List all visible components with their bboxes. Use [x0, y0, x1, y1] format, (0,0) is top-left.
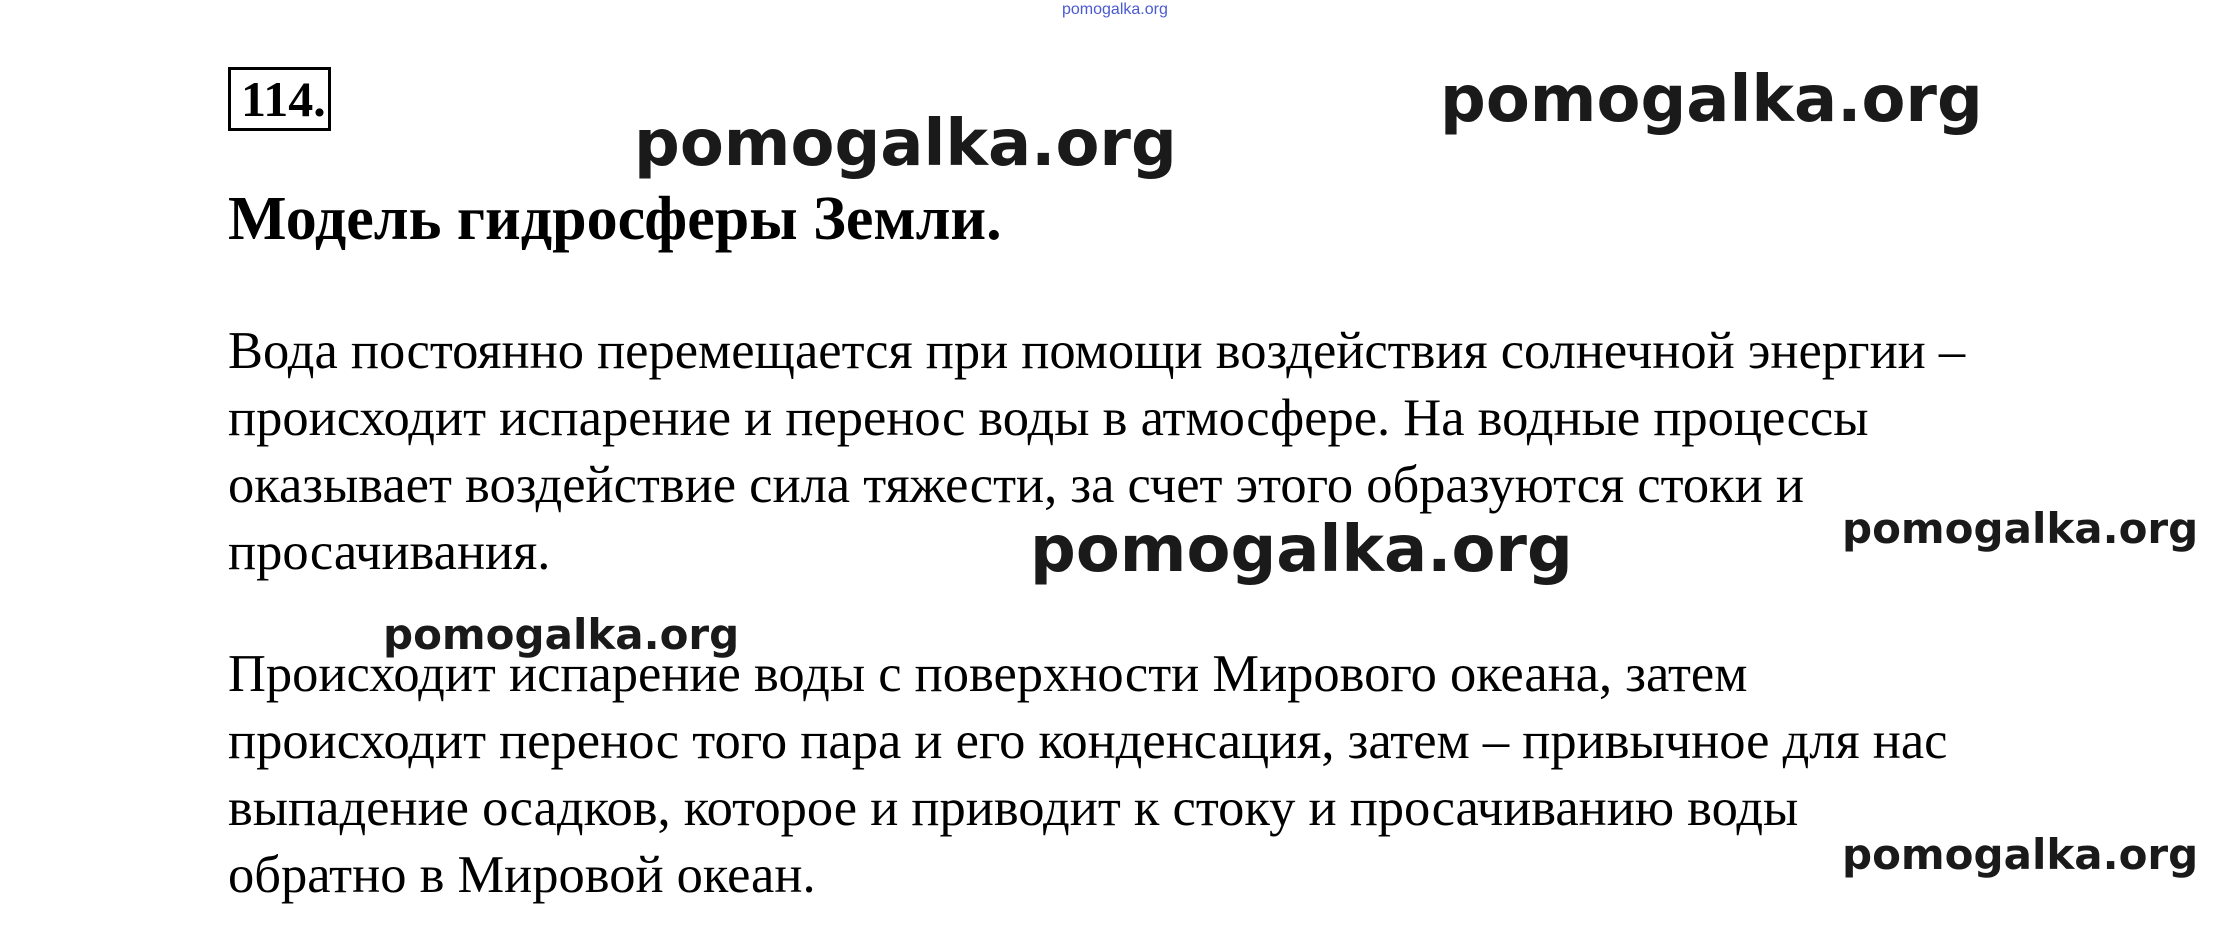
paragraph-1-line: просачивания.	[228, 523, 551, 581]
task-number-value: 114	[241, 71, 314, 127]
paragraph-1-line: Вода постоянно перемещается при помощи воздействия солнечной энергии –	[228, 322, 1966, 380]
paragraph-1-line: оказывает воздействие сила тяжести, за счет этого образуются стоки и	[228, 456, 1804, 514]
watermark-body-left: pomogalka.org	[383, 610, 740, 659]
paragraph-2-line: Происходит испарение воды с поверхности Мирового океана, затем	[228, 645, 1748, 703]
watermark-top: pomogalka.org	[1062, 1, 1168, 18]
watermark-header-center: pomogalka.org	[634, 107, 1177, 181]
task-number	[228, 67, 331, 131]
paragraph-2-line: обратно в Мировой океан.	[228, 846, 816, 904]
paragraph-2-line: происходит перенос того пара и его конденсация, затем – привычное для нас	[228, 712, 1948, 770]
watermark-body-right-1: pomogalka.org	[1842, 504, 2199, 553]
paragraph-2-line: выпадение осадков, которое и приводит к стоку и просачиванию воды	[228, 779, 1799, 837]
paragraph-1-line: происходит испарение и перенос воды в атмосфере. На водные процессы	[228, 389, 1869, 447]
task-number-box	[228, 67, 331, 131]
task-number-suffix: .	[313, 71, 326, 127]
paragraph-2	[228, 641, 1947, 909]
watermark-body-right-2: pomogalka.org	[1842, 830, 2199, 879]
page-title: Модель гидросферы Земли.	[228, 185, 1002, 253]
watermark-header-right: pomogalka.org	[1440, 63, 1983, 137]
watermark-body-center: pomogalka.org	[1030, 513, 1573, 587]
